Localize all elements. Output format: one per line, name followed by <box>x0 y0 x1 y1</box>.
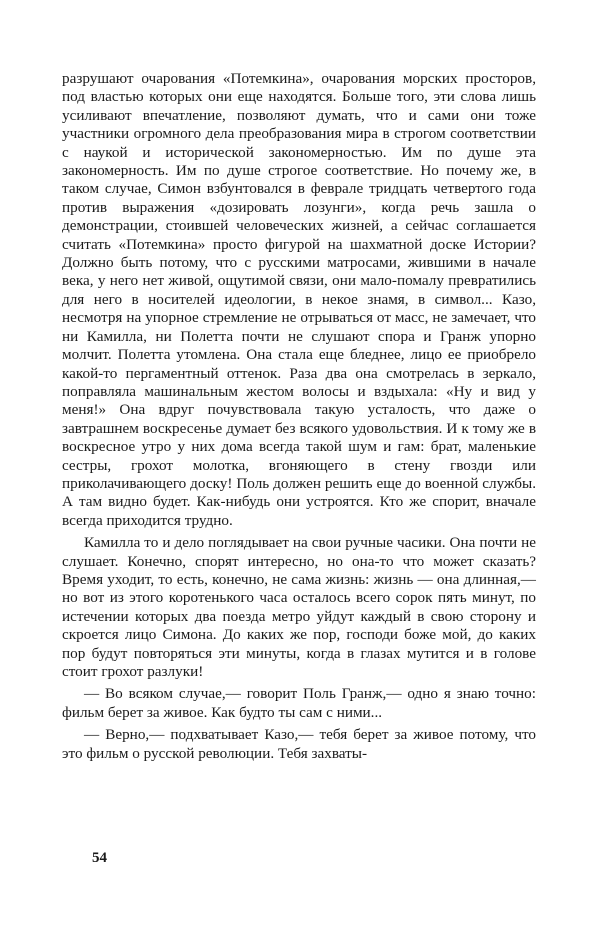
page-number: 54 <box>92 850 107 866</box>
paragraph: разрушают очарования «Потемкина», очарования морских просторов, под властью которых они еще находятся. Больше того, эти слова лишь усиливают впечатление, позволяют думать, что и сами они тоже участники огромного дела преобразования мира в строгом соответствии с наукой и исторической закономерностью. Им по душе эта закономерность. Им по душе строгое соответствие. Но почему же, в таком случае, Симон взбунтовался в феврале тридцать четвертого года против выражения «дозировать лозунги», когда речь зашла о демонстрации, стоившей человеческих жизней, а сейчас соглашается считать «Потемкина» просто фигурой на шахматной доске Истории? Должно быть потому, что с русскими матросами, жившими в начале века, у него нет живой, ощутимой связи, они мало-помалу превратились для него в носителей идеологии, в некое знамя, в символ... Казо, несмотря на упорное стремление не отрываться от масс, не замечает, что ни Камилла, ни Полетта почти не слушают спора и Гранж упорно молчит. Полетта утомлена. Она стала еще бледнее, лицо ее приобрело какой-то пергаментный оттенок. Раза два она смотрелась в зеркало, поправляла машинальным жестом волосы и вздыхала: «Ну и вид у меня!» Она вдруг почувствовала такую усталость, что даже о завтрашнем воскресенье думает без всякого удовольствия. И к тому же в воскресное утро у них дома всегда такой шум и гам: брат, маленькие сестры, грохот молотка, вгоняющего в стену гвозди или приколачивающего доску! Поль должен решить еще до военной службы. А там видно будет. Как-нибудь они устроятся. Кто же спорит, вначале всегда приходится трудно. <box>62 70 536 529</box>
paragraph: Камилла то и дело поглядывает на свои ручные часики. Она почти не слушает. Конечно, спорят интересно, но она-то что может сказать? Время уходит, то есть, конечно, не сама жизнь: жизнь — она длинная,— но вот из этого коротенького часа осталось всего сорок пять минут, по истечении которых два поезда метро уйдут каждый в свою сторону и скроется лицо Симона. До каких же пор, господи боже мой, до каких пор будут повторяться эти минуты, когда в глазах мутится и в голове стоит грохот разлуки! <box>62 534 536 680</box>
page-body <box>62 70 536 763</box>
paragraph: — Верно,— подхватывает Казо,— тебя берет за живое потому, что это фильм о русской революции. Тебя захваты- <box>62 726 536 762</box>
paragraph: — Во всяком случае,— говорит Поль Гранж,— одно я знаю точно: фильм берет за живое. Как будто ты сам с ними... <box>62 685 536 721</box>
